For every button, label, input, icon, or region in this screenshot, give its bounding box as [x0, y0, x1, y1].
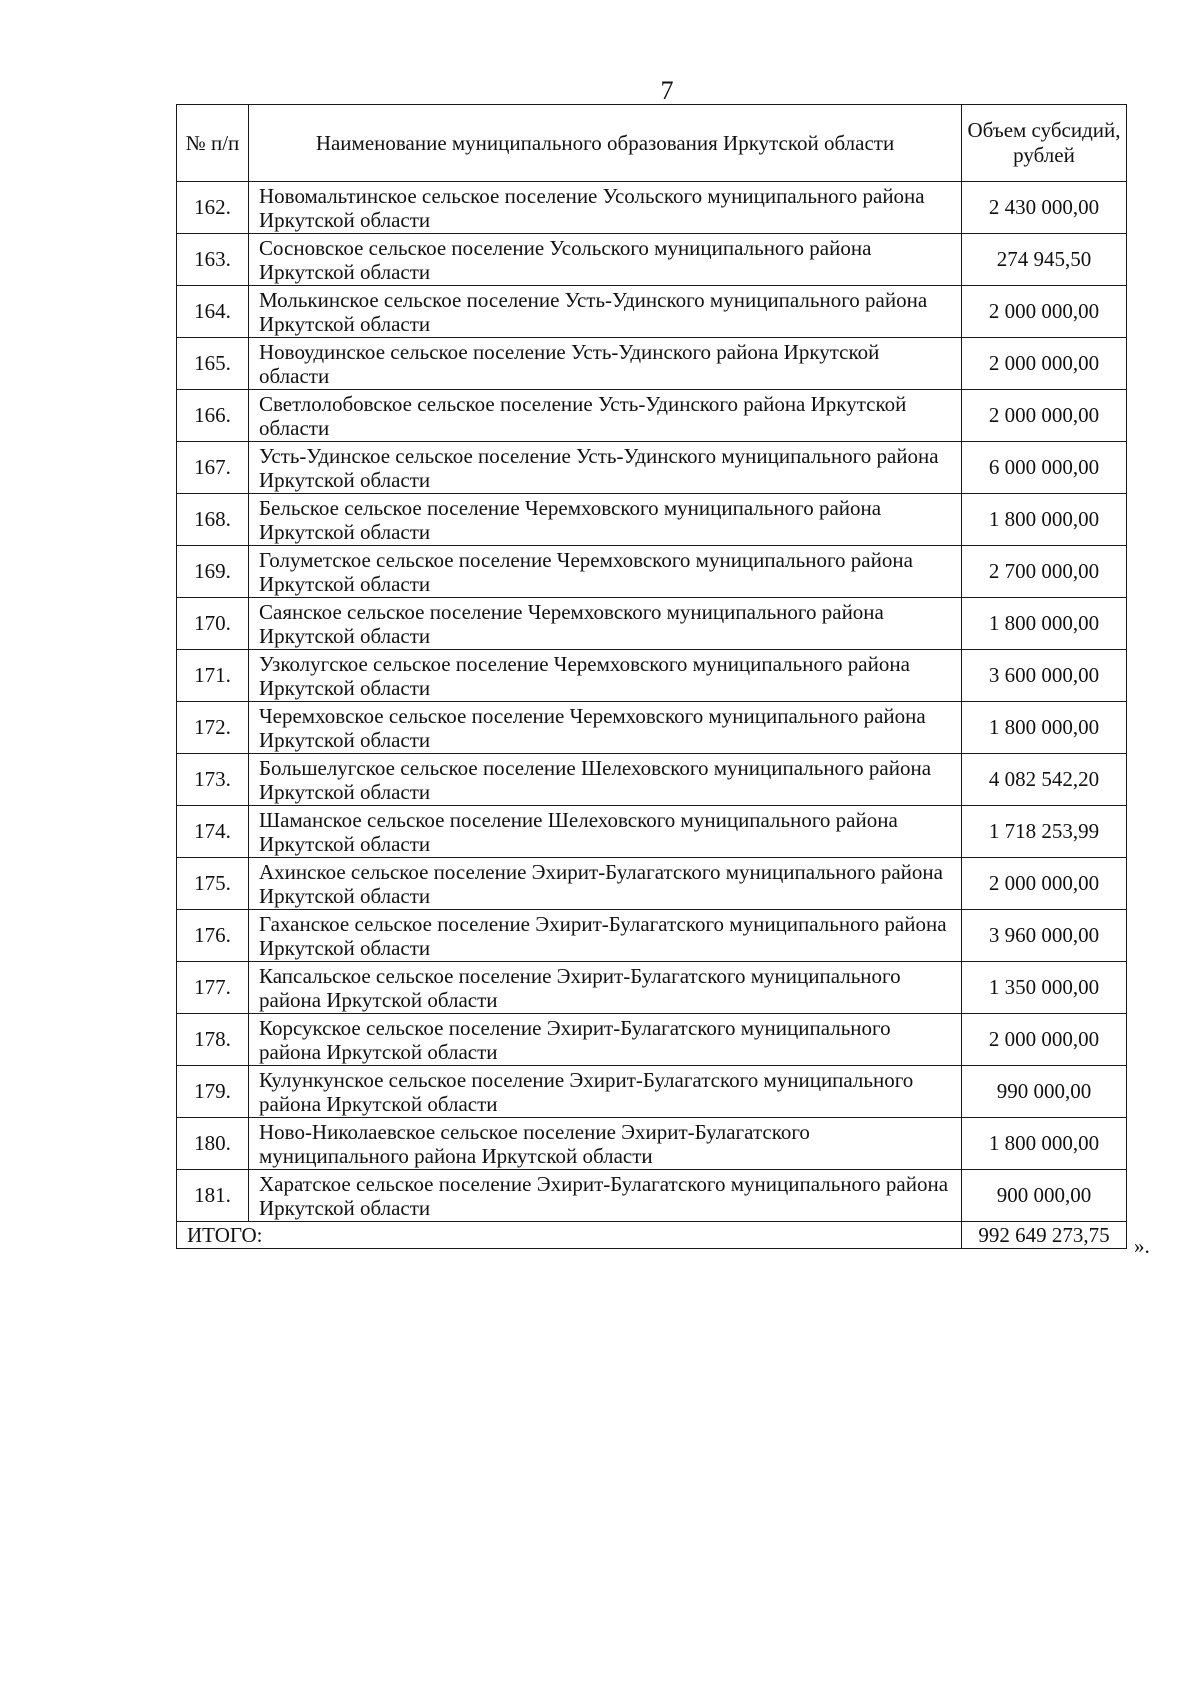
row-number: 163. [177, 234, 249, 286]
row-municipality-name: Черемховское сельское поселение Черемховского муниципального района Иркутской области [249, 702, 962, 754]
row-municipality-name: Бельское сельское поселение Черемховского муниципального района Иркутской области [249, 494, 962, 546]
row-subsidy-amount: 2 000 000,00 [962, 338, 1127, 390]
table-row [177, 390, 1127, 442]
page-number: 7 [660, 76, 674, 105]
row-subsidy-amount: 2 000 000,00 [962, 390, 1127, 442]
row-number: 165. [177, 338, 249, 390]
total-row [177, 1222, 1127, 1249]
row-municipality-name: Сосновское сельское поселение Усольского муниципального района Иркутской области [249, 234, 962, 286]
row-number: 178. [177, 1014, 249, 1066]
row-number: 172. [177, 702, 249, 754]
row-municipality-name: Корсукское сельское поселение Эхирит-Булагатского муниципального района Иркутской области [249, 1014, 962, 1066]
table-row [177, 702, 1127, 754]
row-municipality-name: Усть-Удинское сельское поселение Усть-Удинского муниципального района Иркутской области [249, 442, 962, 494]
closing-quote-mark: ». [1134, 1234, 1150, 1258]
row-number: 167. [177, 442, 249, 494]
table-row [177, 806, 1127, 858]
row-municipality-name: Гаханское сельское поселение Эхирит-Булагатского муниципального района Иркутской области [249, 910, 962, 962]
row-number: 175. [177, 858, 249, 910]
table-row [177, 1170, 1127, 1222]
row-number: 166. [177, 390, 249, 442]
table-row [177, 650, 1127, 702]
row-municipality-name: Ново-Николаевское сельское поселение Эхирит-Булагатского муниципального района Иркутской области [249, 1118, 962, 1170]
row-subsidy-amount: 1 718 253,99 [962, 806, 1127, 858]
row-municipality-name: Шаманское сельское поселение Шелеховского муниципального района Иркутской области [249, 806, 962, 858]
table-row [177, 182, 1127, 234]
row-subsidy-amount: 990 000,00 [962, 1066, 1127, 1118]
row-municipality-name: Новомальтинское сельское поселение Усольского муниципального района Иркутской области [249, 182, 962, 234]
row-subsidy-amount: 1 800 000,00 [962, 1118, 1127, 1170]
total-label: ИТОГО: [177, 1222, 249, 1249]
row-number: 174. [177, 806, 249, 858]
subsidy-table [176, 104, 1127, 1249]
row-subsidy-amount: 1 800 000,00 [962, 598, 1127, 650]
row-subsidy-amount: 2 430 000,00 [962, 182, 1127, 234]
row-municipality-name: Голуметское сельское поселение Черемховского муниципального района Иркутской области [249, 546, 962, 598]
table-row [177, 338, 1127, 390]
table-row [177, 1118, 1127, 1170]
row-subsidy-amount: 2 000 000,00 [962, 858, 1127, 910]
row-subsidy-amount: 4 082 542,20 [962, 754, 1127, 806]
row-municipality-name: Капсальское сельское поселение Эхирит-Булагатского муниципального района Иркутской области [249, 962, 962, 1014]
row-number: 164. [177, 286, 249, 338]
table-body [177, 182, 1127, 1249]
row-number: 179. [177, 1066, 249, 1118]
row-subsidy-amount: 1 800 000,00 [962, 702, 1127, 754]
row-subsidy-amount: 900 000,00 [962, 1170, 1127, 1222]
row-subsidy-amount: 2 000 000,00 [962, 286, 1127, 338]
table-row [177, 286, 1127, 338]
table-row [177, 1014, 1127, 1066]
table-row [177, 1066, 1127, 1118]
row-number: 173. [177, 754, 249, 806]
row-subsidy-amount: 2 000 000,00 [962, 1014, 1127, 1066]
row-subsidy-amount: 1 800 000,00 [962, 494, 1127, 546]
row-municipality-name: Большелугское сельское поселение Шелеховского муниципального района Иркутской области [249, 754, 962, 806]
row-number: 168. [177, 494, 249, 546]
row-municipality-name: Светлолобовское сельское поселение Усть-Удинского района Иркутской области [249, 390, 962, 442]
row-municipality-name: Ахинское сельское поселение Эхирит-Булагатского муниципального района Иркутской области [249, 858, 962, 910]
row-subsidy-amount: 3 600 000,00 [962, 650, 1127, 702]
row-municipality-name: Харатское сельское поселение Эхирит-Булагатского муниципального района Иркутской области [249, 1170, 962, 1222]
row-number: 180. [177, 1118, 249, 1170]
table-row [177, 494, 1127, 546]
row-number: 169. [177, 546, 249, 598]
row-municipality-name: Узколугское сельское поселение Черемховского муниципального района Иркутской области [249, 650, 962, 702]
row-subsidy-amount: 1 350 000,00 [962, 962, 1127, 1014]
table-row [177, 858, 1127, 910]
row-subsidy-amount: 274 945,50 [962, 234, 1127, 286]
row-number: 170. [177, 598, 249, 650]
row-municipality-name: Новоудинское сельское поселение Усть-Удинского района Иркутской области [249, 338, 962, 390]
row-municipality-name: Саянское сельское поселение Черемховского муниципального района Иркутской области [249, 598, 962, 650]
table-row [177, 598, 1127, 650]
row-municipality-name: Молькинское сельское поселение Усть-Удинского муниципального района Иркутской области [249, 286, 962, 338]
row-number: 171. [177, 650, 249, 702]
row-municipality-name: Кулункунское сельское поселение Эхирит-Булагатского муниципального района Иркутской области [249, 1066, 962, 1118]
total-sum: 992 649 273,75 [962, 1222, 1127, 1249]
row-number: 181. [177, 1170, 249, 1222]
table-row [177, 546, 1127, 598]
header-name: Наименование муниципального образования Иркутской области [249, 105, 962, 182]
header-num: № п/п [177, 105, 249, 182]
table-row [177, 962, 1127, 1014]
header-sum: Объем субсидий, рублей [962, 105, 1127, 182]
row-subsidy-amount: 2 700 000,00 [962, 546, 1127, 598]
table-header-row [177, 105, 1127, 182]
row-number: 162. [177, 182, 249, 234]
table-row [177, 442, 1127, 494]
table-row [177, 910, 1127, 962]
row-number: 176. [177, 910, 249, 962]
row-number: 177. [177, 962, 249, 1014]
row-subsidy-amount: 6 000 000,00 [962, 442, 1127, 494]
table-row [177, 754, 1127, 806]
row-subsidy-amount: 3 960 000,00 [962, 910, 1127, 962]
total-spacer [249, 1222, 962, 1249]
table-row [177, 234, 1127, 286]
